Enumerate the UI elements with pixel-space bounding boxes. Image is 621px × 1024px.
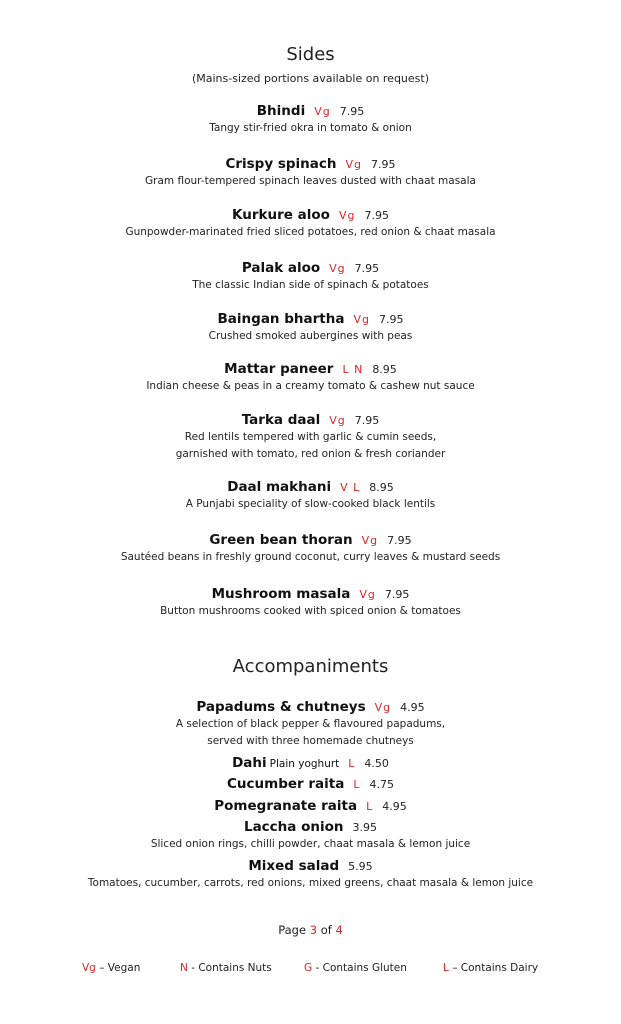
legend-nuts: N - Contains Nuts (180, 962, 272, 974)
item-name: Laccha onion (243, 819, 344, 835)
item-name: Mattar paneer (224, 361, 334, 377)
item-name: Green bean thoran (209, 532, 353, 548)
dietary-tags: Vg (329, 414, 346, 427)
item-name: Palak aloo (241, 260, 321, 276)
legend-dairy: L – Contains Dairy (443, 962, 539, 974)
item-name: Papadums & chutneys (196, 699, 366, 715)
item-name: Daal makhani (227, 479, 332, 495)
item-description: A Punjabi speciality of slow-cooked black lentils (185, 498, 436, 510)
item-name: Mushroom masala (211, 586, 351, 602)
sides-subtitle: (Mains-sized portions available on request) (191, 72, 430, 85)
item-description: served with three homemade chutneys (207, 735, 414, 747)
accompaniments-title: Accompaniments (232, 656, 389, 677)
item-name: Tarka daal (241, 412, 321, 428)
item-price: 4.75 (369, 778, 394, 791)
item-name: Dahi (232, 755, 267, 771)
item-description: garnished with tomato, red onion & fresh coriander (175, 448, 446, 460)
dietary-tags: Vg (361, 534, 379, 547)
menu-item (0, 754, 621, 772)
item-price: 3.95 (352, 821, 378, 834)
page-total: 4 (335, 923, 343, 937)
item-price: 5.95 (348, 860, 373, 873)
item-price: 8.95 (369, 481, 394, 494)
item-description: Tangy stir-fried okra in tomato & onion (209, 122, 412, 134)
item-name: Pomegranate raita (214, 798, 358, 814)
dietary-tags: Vg (374, 701, 392, 714)
item-price: 4.50 (364, 757, 389, 770)
item-price: 7.95 (378, 313, 404, 326)
item-name: Baingan bhartha (217, 311, 345, 327)
dietary-tags: Vg (314, 105, 331, 118)
page-indicator (0, 923, 621, 937)
item-price: 7.95 (364, 209, 389, 222)
item-description: Crushed smoked aubergines with peas (208, 330, 413, 342)
item-description: Button mushrooms cooked with spiced onion & tomatoes (160, 605, 461, 617)
menu-item (0, 259, 621, 294)
item-description: The classic Indian side of spinach & potatoes (192, 279, 429, 291)
menu-item (0, 360, 621, 395)
item-price: 8.95 (372, 363, 397, 376)
item-description: Sliced onion rings, chilli powder, chaat masala & lemon juice (150, 838, 471, 850)
sides-title: Sides (286, 44, 335, 65)
menu-item (0, 818, 621, 853)
menu-item (0, 206, 621, 241)
item-price: 7.95 (384, 588, 410, 601)
item-price: 7.95 (354, 262, 380, 275)
legend-gluten: G - Contains Gluten (304, 962, 407, 974)
dietary-tags: L (366, 800, 374, 813)
item-price: 7.95 (387, 534, 412, 547)
item-description: A selection of black pepper & flavoured papadums, (175, 718, 446, 730)
legend-vegan: Vg – Vegan (82, 962, 141, 974)
menu-item (0, 531, 621, 566)
menu-item (0, 857, 621, 892)
item-price: 7.95 (339, 105, 365, 118)
item-description: Sautéed beans in freshly ground coconut, curry leaves & mustard seeds (120, 551, 501, 563)
menu-item (0, 310, 621, 345)
item-price: 7.95 (354, 414, 380, 427)
menu-item (0, 797, 621, 815)
item-price: 4.95 (382, 800, 407, 813)
dietary-tags: V L (340, 481, 361, 494)
item-name: Cucumber raita (227, 776, 345, 792)
dietary-tags: Vg (345, 158, 363, 171)
item-description: Indian cheese & peas in a creamy tomato & cashew nut sauce (146, 380, 475, 392)
item-name: Kurkure aloo (232, 207, 330, 223)
item-note: Plain yoghurt (269, 758, 340, 770)
page-of: of (320, 923, 332, 937)
item-description: Tomatoes, cucumber, carrots, red onions, mixed greens, chaat masala & lemon juice (87, 877, 534, 889)
menu-item (0, 478, 621, 513)
menu-item (0, 775, 621, 793)
item-price: 7.95 (371, 158, 396, 171)
item-description: Gunpowder-marinated fried sliced potatoes, red onion & chaat masala (125, 226, 496, 238)
dietary-tags: L (348, 757, 356, 770)
dietary-tags: L (353, 778, 361, 791)
menu-item (0, 585, 621, 620)
menu-item (0, 102, 621, 137)
item-name: Crispy spinach (225, 156, 337, 172)
item-price: 4.95 (400, 701, 425, 714)
page-label: Page (278, 923, 307, 937)
page-current: 3 (309, 923, 318, 937)
menu-item (0, 155, 621, 190)
dietary-tags: Vg (353, 313, 370, 326)
item-name: Mixed salad (248, 858, 340, 874)
item-description: Red lentils tempered with garlic & cumin seeds, (184, 431, 437, 443)
dietary-tags: Vg (338, 209, 356, 222)
dietary-tags: Vg (359, 588, 376, 601)
menu-item (0, 411, 621, 463)
item-name: Bhindi (256, 103, 306, 119)
dietary-tags: Vg (329, 262, 346, 275)
dietary-tags: L N (342, 363, 364, 376)
menu-item (0, 698, 621, 750)
item-description: Gram flour-tempered spinach leaves dusted with chaat masala (145, 175, 476, 187)
